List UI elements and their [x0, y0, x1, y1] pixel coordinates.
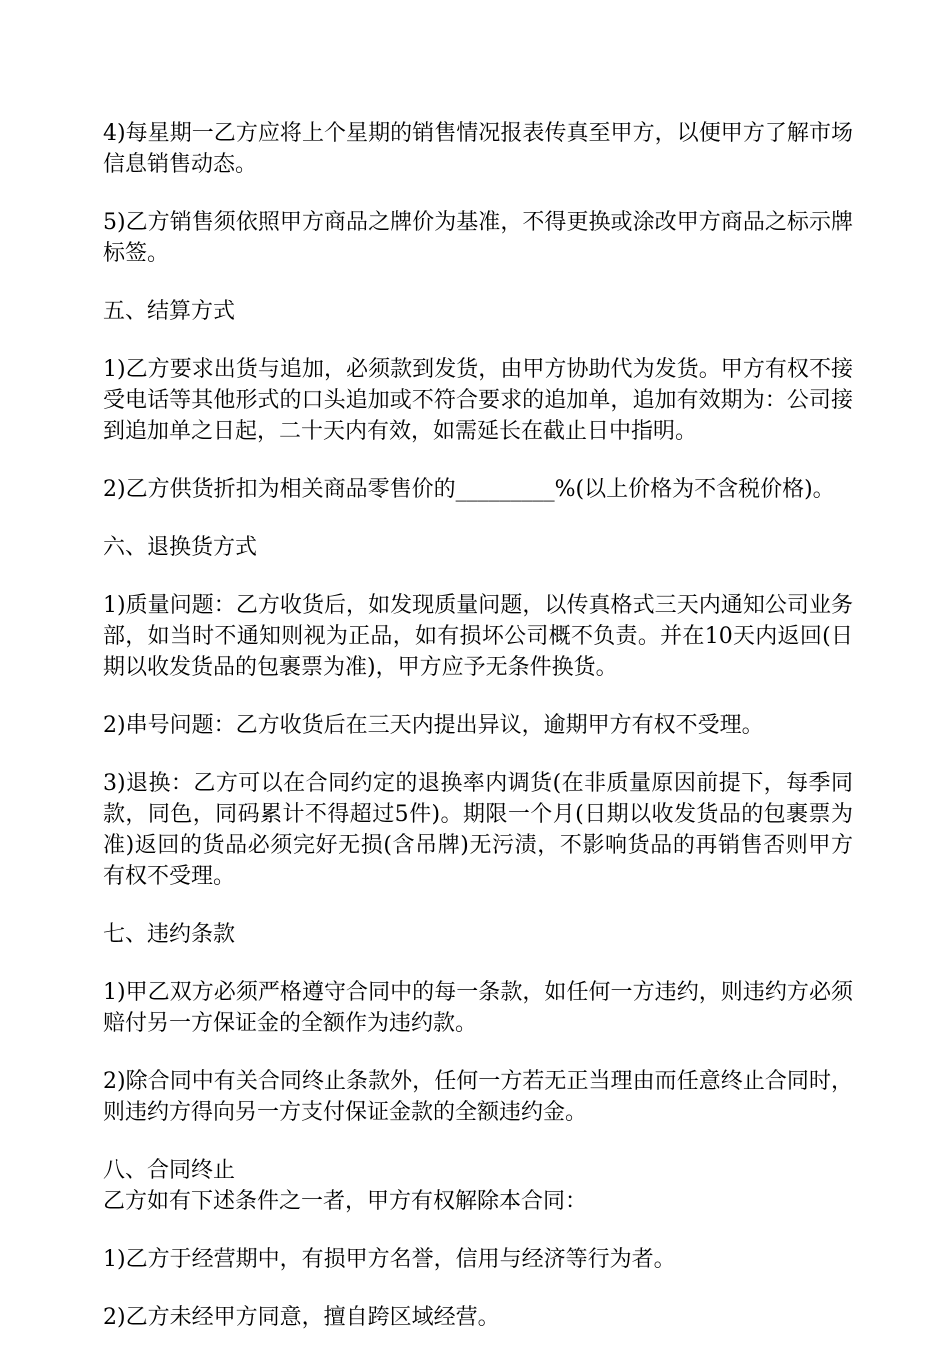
clause-8-2: 2)乙方未经甲方同意，擅自跨区域经营。: [103, 1305, 500, 1330]
clause-4-5: 5)乙方销售须依照甲方商品之牌价为基准，不得更换或涂改甲方商品之标示牌标签。: [103, 210, 853, 266]
clause-6-2: 2)串号问题：乙方收货后在三天内提出异议，逾期甲方有权不受理。: [103, 713, 764, 738]
clause-5-2: 2)乙方供货折扣为相关商品零售价的_________%(以上价格为不含税价格)。: [103, 477, 835, 502]
clause-8-1: 1)乙方于经营期中，有损甲方名誉，信用与经济等行为者。: [103, 1247, 676, 1272]
section-heading-returns: 六、退换货方式: [103, 535, 258, 560]
section-heading-breach: 七、违约条款: [103, 922, 236, 947]
clause-7-1: 1)甲乙双方必须严格遵守合同中的每一条款，如任何一方违约，则违约方必须赔付另一方保证金的全额作为违约款。: [103, 980, 853, 1036]
clause-4-4: 4)每星期一乙方应将上个星期的销售情况报表传真至甲方，以便甲方了解市场信息销售动态。: [103, 121, 853, 177]
section-heading-settlement: 五、结算方式: [103, 299, 236, 324]
document-page: [103, 118, 853, 1360]
section-heading-termination: 八、合同终止: [103, 1158, 236, 1183]
clause-7-2: 2)除合同中有关合同终止条款外，任何一方若无正当理由而任意终止合同时，则违约方得向另一方支付保证金款的全额违约金。: [103, 1069, 853, 1125]
clause-6-1: 1)质量问题：乙方收货后，如发现质量问题，以传真格式三天内通知公司业务部，如当时不通知则视为正品，如有损坏公司概不负责。并在10天内返回(日期以收发货品的包裹票为准)，甲方应予无条件换货。: [103, 593, 853, 680]
clause-5-1: 1)乙方要求出货与追加，必须款到发货，由甲方协助代为发货。甲方有权不接受电话等其他形式的口头追加或不符合要求的追加单，追加有效期为：公司接到追加单之日起，二十天内有效，如需延长在截止日中指明。: [103, 357, 853, 444]
clause-6-3: 3)退换：乙方可以在合同约定的退换率内调货(在非质量原因前提下，每季同款，同色，同码累计不得超过5件)。期限一个月(日期以收发货品的包裹票为准)返回的货品必须完好无损(含吊牌)无污渍，不影响货品的再销售否则甲方有权不受理。: [103, 771, 853, 889]
clause-8-intro: 乙方如有下述条件之一者，甲方有权解除本合同：: [103, 1189, 588, 1214]
